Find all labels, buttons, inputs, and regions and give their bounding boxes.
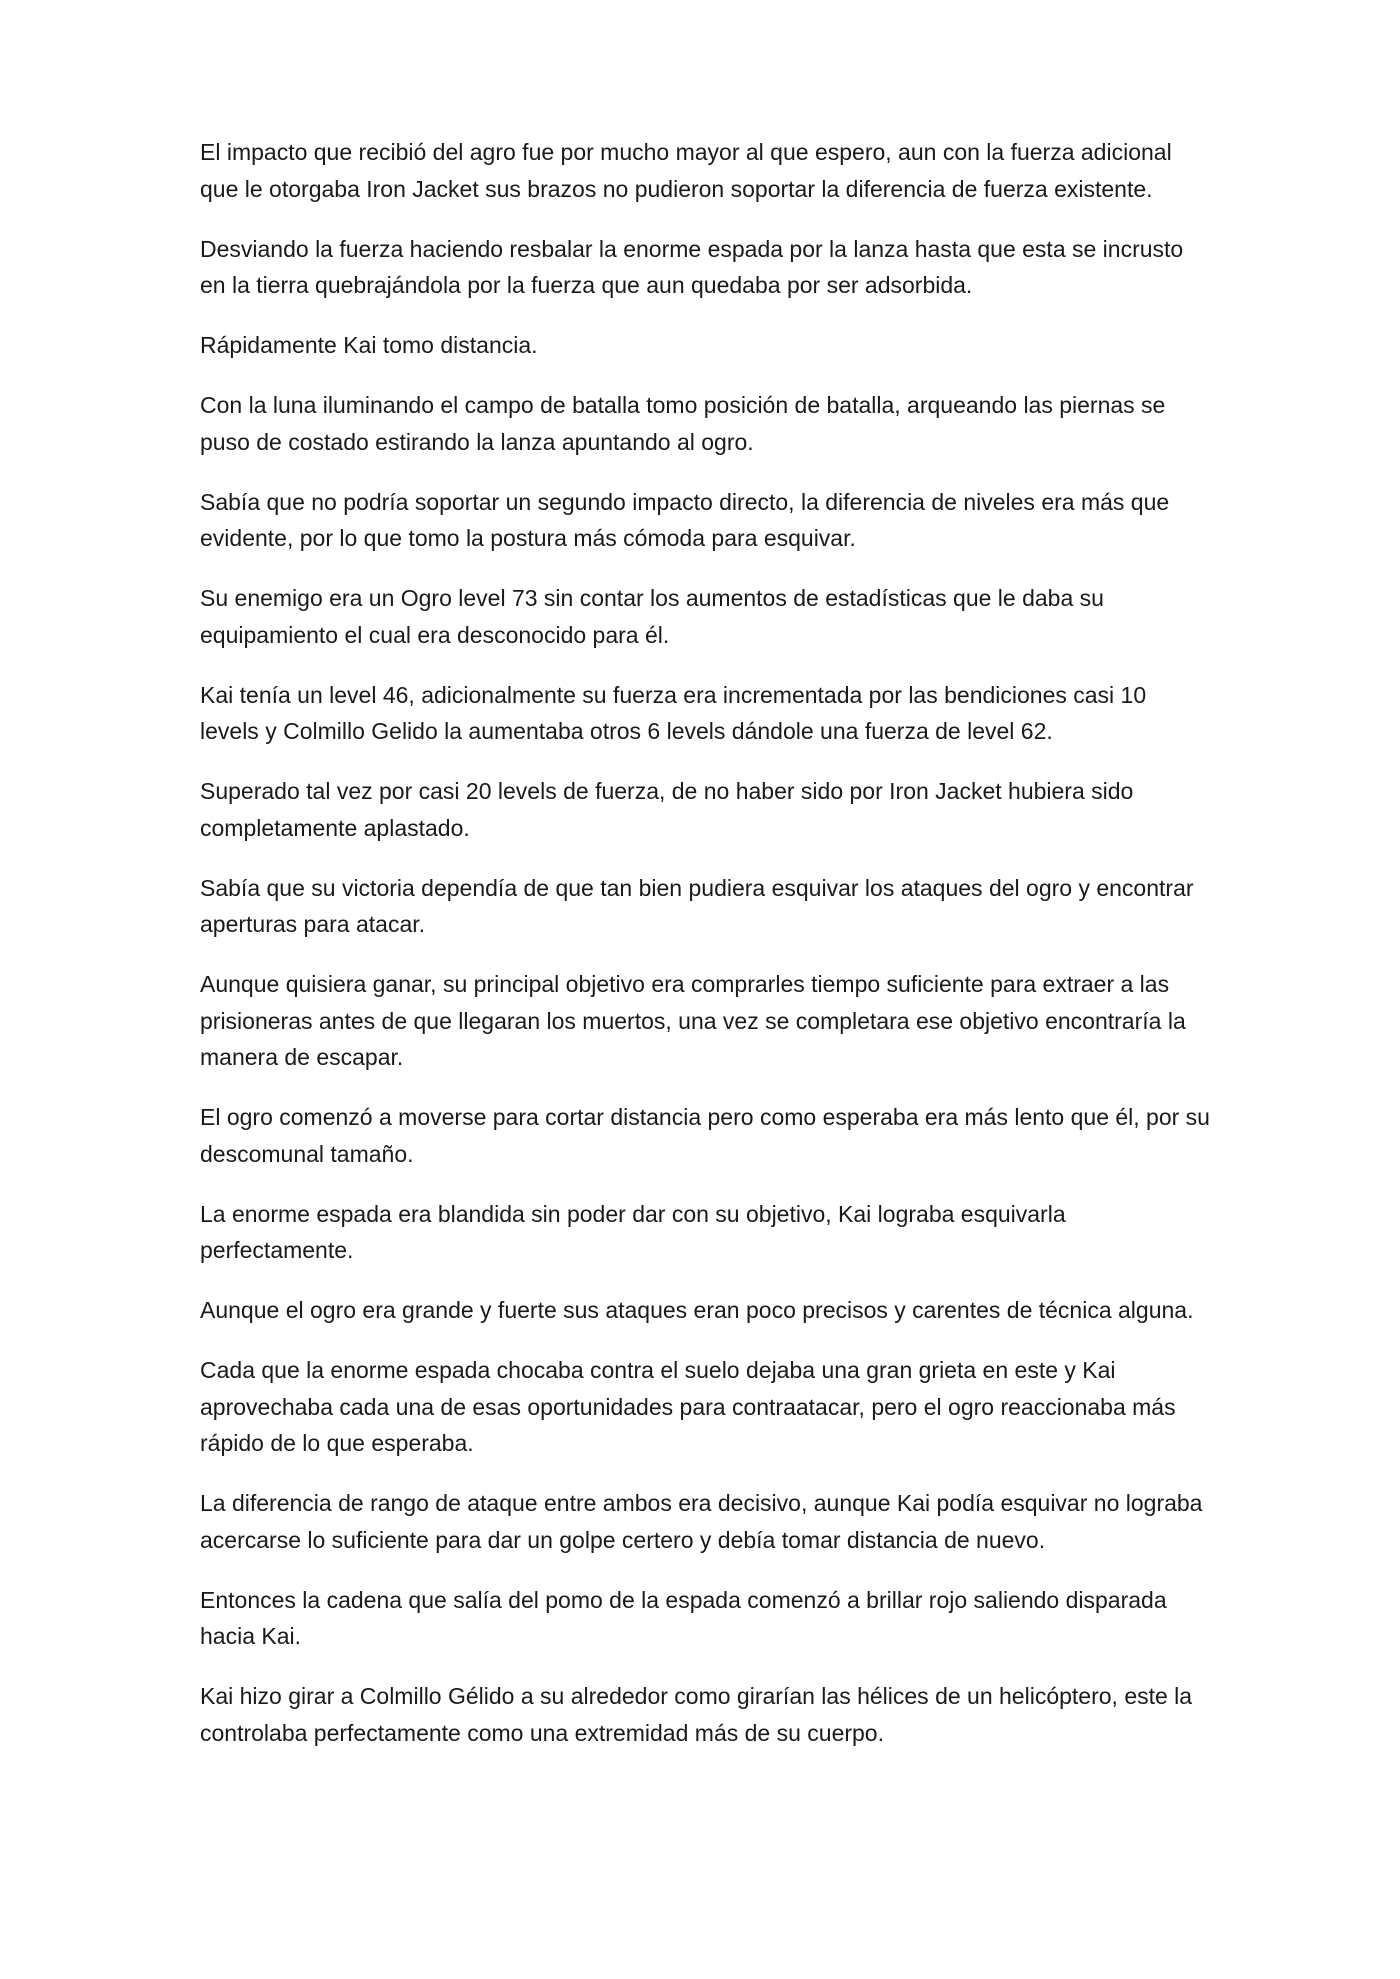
paragraph: La diferencia de rango de ataque entre ambos era decisivo, aunque Kai podía esquivar no lograba acercarse lo suficiente para dar un golpe certero y debía tomar distancia de nuevo. — [200, 1490, 1203, 1553]
paragraph: Su enemigo era un Ogro level 73 sin contar los aumentos de estadísticas que le daba su equipamiento el cual era desconocido para él. — [200, 585, 1104, 648]
paragraph: Aunque quisiera ganar, su principal objetivo era comprarles tiempo suficiente para extraer a las prisioneras antes de que llegaran los muertos, una vez se completara ese objetivo encontraría la manera de escapar. — [200, 971, 1186, 1070]
paragraph: Sabía que no podría soportar un segundo impacto directo, la diferencia de niveles era más que evidente, por lo que tomo la postura más cómoda para esquivar. — [200, 488, 1170, 551]
paragraph: El ogro comenzó a moverse para cortar distancia pero como esperaba era más lento que él, por su descomunal tamaño. — [200, 1104, 1210, 1167]
paragraph: Kai hizo girar a Colmillo Gélido a su alrededor como girarían las hélices de un helicóptero, este la controlaba perfectamente como una extremidad más de su cuerpo. — [200, 1683, 1193, 1746]
paragraph: Con la luna iluminando el campo de batalla tomo posición de batalla, arqueando las piernas se puso de costado estirando la lanza apuntando al ogro. — [200, 392, 1166, 455]
paragraph: Sabía que su victoria dependía de que tan bien pudiera esquivar los ataques del ogro y encontrar aperturas para atacar. — [200, 874, 1194, 937]
paragraph: El impacto que recibió del agro fue por mucho mayor al que espero, aun con la fuerza adicional que le otorgaba Iron Jacket sus brazos no pudieron soportar la diferencia de fuerza existente. — [200, 139, 1172, 202]
paragraph: La enorme espada era blandida sin poder dar con su objetivo, Kai lograba esquivarla perfectamente. — [200, 1200, 1066, 1263]
paragraph: Kai tenía un level 46, adicionalmente su fuerza era incrementada por las bendiciones casi 10 levels y Colmillo Gelido la aumentaba otros 6 levels dándole una fuerza de level 62. — [200, 681, 1147, 744]
paragraph: Desviando la fuerza haciendo resbalar la enorme espada por la lanza hasta que esta se incrusto en la tierra quebrajándola por la fuerza que aun quedaba por ser adsorbida. — [200, 235, 1184, 298]
document-body — [200, 134, 1210, 1775]
paragraph: Superado tal vez por casi 20 levels de fuerza, de no haber sido por Iron Jacket hubiera sido completamente aplastado. — [200, 778, 1134, 841]
paragraph: Cada que la enorme espada chocaba contra el suelo dejaba una gran grieta en este y Kai aprovechaba cada una de esas oportunidades para contraatacar, pero el ogro reaccionaba más rápido de lo que esperaba. — [200, 1357, 1176, 1456]
paragraph: Aunque el ogro era grande y fuerte sus ataques eran poco precisos y carentes de técnica alguna. — [200, 1297, 1194, 1323]
paragraph: Entonces la cadena que salía del pomo de la espada comenzó a brillar rojo saliendo disparada hacia Kai. — [200, 1586, 1167, 1649]
paragraph: Rápidamente Kai tomo distancia. — [200, 332, 538, 358]
